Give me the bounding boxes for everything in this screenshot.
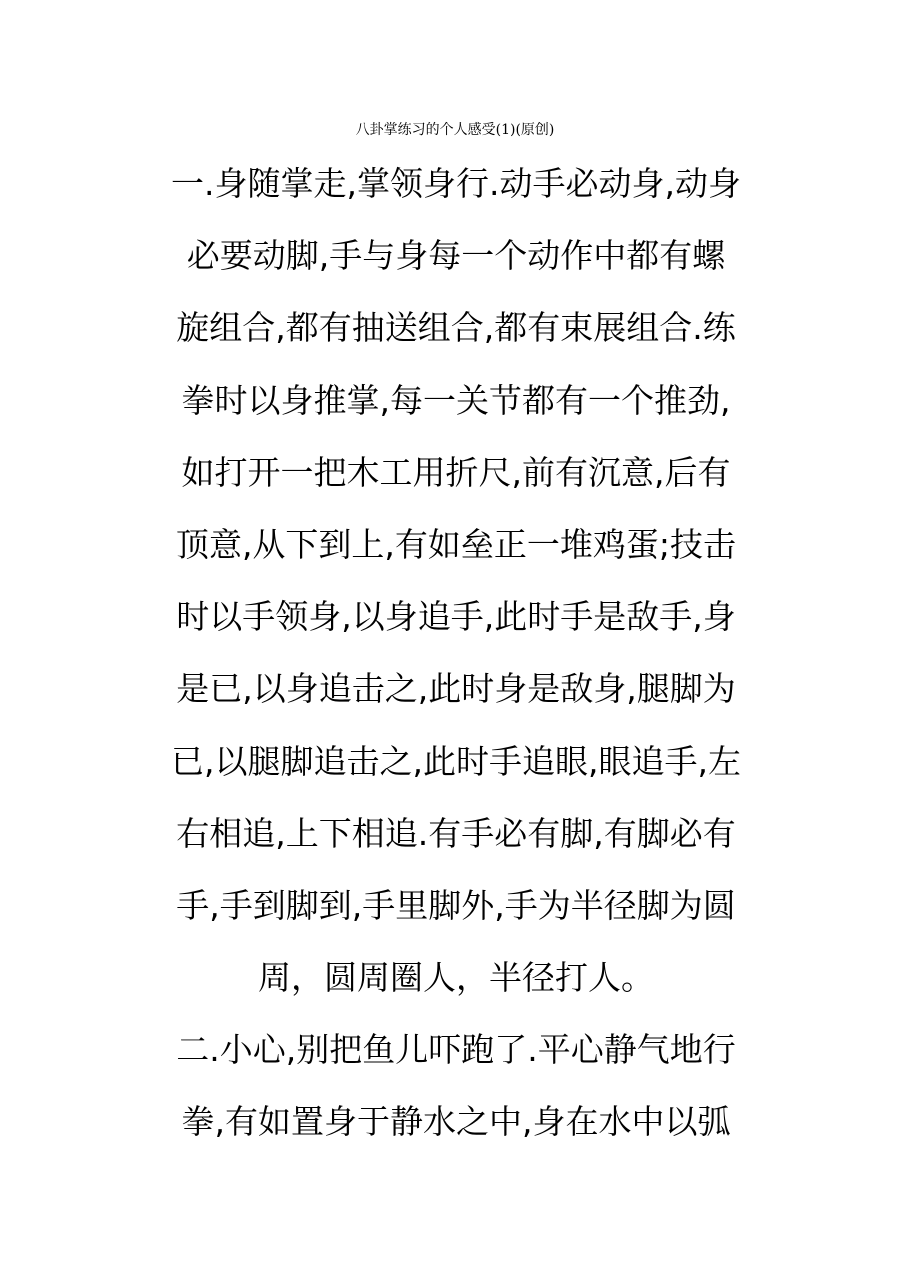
- text-line: 右相追,上下相追.有手必有脚,有脚必有: [176, 813, 736, 853]
- document-body: [136, 148, 776, 1159]
- text-line: 如打开一把木工用折尺,前有沉意,后有: [181, 452, 731, 492]
- text-line: 顶意,从下到上,有如垒正一堆鸡蛋;技击: [175, 524, 737, 564]
- text-line: 手,手到脚到,手里脚外,手为半径脚为圆: [176, 885, 736, 925]
- text-line: 拳时以身推掌,每一关节都有一个推劲,: [181, 380, 731, 420]
- text-line: 必要动脚,手与身每一个动作中都有螺: [186, 236, 726, 276]
- text-line: 二.小心,别把鱼儿吓跑了.平心静气地行: [176, 1030, 736, 1070]
- text-line: 拳,有如置身于静水之中,身在水中以弧: [181, 1102, 731, 1142]
- text-line: 旋组合,都有抽送组合,都有束展组合.练: [176, 308, 736, 348]
- document-title: 八卦掌练习的个人感受(1)(原创): [355, 122, 555, 138]
- text-line: 是已,以身追击之,此时身是敌身,腿脚为: [176, 669, 736, 709]
- text-line: 已,以腿脚追击之,此时手追眼,眼追手,左: [171, 741, 741, 781]
- text-line: 周，圆周圈人，半径打人。: [258, 958, 654, 998]
- text-line: 时以手领身,以身追手,此时手是敌手,身: [176, 597, 736, 637]
- text-line: 一.身随掌走,掌领身行.动手必动身,动身: [171, 164, 741, 203]
